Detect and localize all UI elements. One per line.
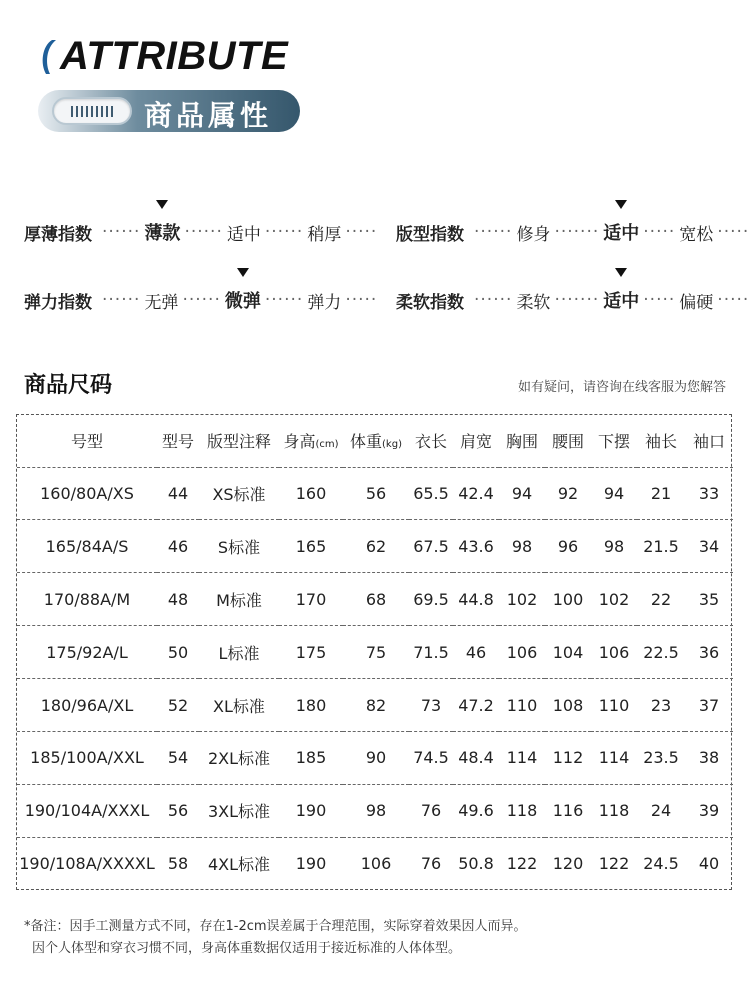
index-option: 弹力 [307,292,342,313]
table-cell: 180 [279,679,343,732]
table-cell: 160/80A/XS [17,467,157,520]
table-cell: 112 [545,731,591,784]
table-cell: 118 [591,784,637,837]
table-cell: 37 [685,679,733,732]
table-cell: 96 [545,520,591,573]
index-fit: 版型指数 ······ 修身 ······· 适中 ····· 宽松 ····· [396,219,750,245]
size-table [16,414,732,890]
table-cell: 56 [343,467,409,520]
index-option: 适中 [226,224,261,245]
index-elasticity: 弹力指数 ······ 无弹 ······ 微弹 ······ 弹力 ····· [24,287,381,313]
index-option-selected: 微弹 [225,287,261,313]
table-cell: 68 [343,573,409,626]
footnote-line: 因个人体型和穿衣习惯不同，身高体重数据仅适用于接近标准的人体体型。 [32,941,462,956]
table-cell: 175/92A/L [17,626,157,679]
table-cell: 50.8 [458,854,494,874]
table-cell: 38 [685,731,733,784]
table-cell: 52 [157,679,199,732]
table-cell: 190 [295,854,327,874]
table-cell: 118 [499,784,545,837]
table-cell: 40 [698,854,720,874]
table-cell: 185/100A/XXL [17,731,157,784]
table-row [17,731,733,784]
table-cell: 106 [591,626,637,679]
table-cell: 102 [591,573,637,626]
table-row [17,679,733,732]
triangle-down-icon [156,200,168,209]
table-cell: 21.5 [637,520,685,573]
index-option: 偏硬 [679,292,714,313]
table-cell: S标准 [199,520,279,573]
column-header: 胸围 [499,415,545,467]
index-option: 修身 [516,224,551,245]
table-cell: 33 [685,467,733,520]
table-cell: 185 [279,731,343,784]
table-cell: 22.5 [637,626,685,679]
footnote-line: *备注：因手工测量方式不同，存在1-2cm误差属于合理范围，实际穿着效果因人而异。 [24,919,527,934]
table-cell: 2XL标准 [199,731,279,784]
table-cell: M标准 [199,573,279,626]
table-cell: 108 [545,679,591,732]
table-cell: 106 [360,854,392,874]
table-cell: 44 [157,467,199,520]
table-cell: 114 [499,731,545,784]
brand-header [36,34,326,84]
table-cell: 23.5 [637,731,685,784]
toggle-icon [52,97,132,125]
index-name: 柔软指数 [396,292,464,313]
table-cell: 69.5 [409,573,453,626]
table-cell: 49.6 [453,784,499,837]
table-cell: 190/108A/XXXXL [19,854,155,874]
table-cell: 35 [685,573,733,626]
table-cell: 82 [343,679,409,732]
size-title: 商品尺码 [24,373,113,398]
table-cell: 4XL标准 [207,855,271,875]
column-header: 腰围 [545,415,591,467]
table-cell: 22 [637,573,685,626]
table-cell: 56 [157,784,199,837]
table-cell: 102 [499,573,545,626]
column-header: 袖口 [685,415,733,467]
table-cell: 47.2 [453,679,499,732]
table-cell: 170/88A/M [17,573,157,626]
table-cell: 114 [591,731,637,784]
brand-title: ATTRIBUTE [60,34,289,78]
column-header: 身高(cm) [279,415,343,467]
table-cell: 98 [499,520,545,573]
table-cell: 165 [279,520,343,573]
table-cell: 23 [637,679,685,732]
table-cell: 175 [279,626,343,679]
table-cell: 24.5 [643,854,679,874]
index-name: 版型指数 [396,224,464,245]
index-option: 宽松 [679,224,714,245]
table-cell: 42.4 [453,467,499,520]
column-header: 体重(kg) [343,415,409,467]
table-cell: 34 [685,520,733,573]
column-header: 版型注释 [199,415,279,467]
triangle-down-icon [615,200,627,209]
table-cell: 76 [420,854,442,874]
table-cell: 180/96A/XL [17,679,157,732]
table-cell: 24 [637,784,685,837]
column-header: 衣长 [409,415,453,467]
table-cell: 92 [545,467,591,520]
table-cell: 46 [453,626,499,679]
index-thickness: 厚薄指数 ······ 薄款 ······ 适中 ······ 稍厚 ····· [24,219,381,245]
table-cell: 54 [157,731,199,784]
table-cell: 98 [591,520,637,573]
table-cell: 100 [545,573,591,626]
table-row [17,784,733,837]
slash-mark-icon [36,38,58,76]
table-cell: 122 [506,854,538,874]
table-cell: 36 [685,626,733,679]
table-cell: 94 [591,467,637,520]
index-name: 弹力指数 [24,292,92,313]
table-cell: 98 [343,784,409,837]
table-cell: 120 [552,854,584,874]
triangle-down-icon [615,268,627,277]
triangle-down-icon [237,268,249,277]
table-cell: 48.4 [453,731,499,784]
table-cell: 73 [409,679,453,732]
table-cell: 190 [279,784,343,837]
table-row [17,520,733,573]
table-cell: 90 [343,731,409,784]
table-cell: 62 [343,520,409,573]
table-cell: 160 [279,467,343,520]
index-option: 柔软 [516,292,551,313]
table-header-row [17,415,733,467]
table-cell: 110 [591,679,637,732]
table-cell: 74.5 [409,731,453,784]
table-cell: 58 [167,854,189,874]
table-row [17,626,733,679]
table-cell: XS标准 [199,467,279,520]
attribute-badge [38,90,300,132]
table-cell: 65.5 [409,467,453,520]
column-header: 下摆 [591,415,637,467]
table-cell: 67.5 [409,520,453,573]
index-name: 厚薄指数 [24,224,92,245]
index-option-selected: 适中 [603,287,639,313]
table-cell: XL标准 [199,679,279,732]
table-cell: 104 [545,626,591,679]
table-cell: 110 [499,679,545,732]
index-option: 稍厚 [307,224,342,245]
column-header: 号型 [17,415,157,467]
table-cell: 48 [157,573,199,626]
index-softness: 柔软指数 ······ 柔软 ······· 适中 ····· 偏硬 ····· [396,287,750,313]
table-cell: 165/84A/S [17,520,157,573]
table-cell: 76 [409,784,453,837]
table-row [17,573,733,626]
table-cell: 44.8 [453,573,499,626]
table-cell: 71.5 [409,626,453,679]
footnote [24,916,527,960]
table-cell: 116 [545,784,591,837]
column-header: 型号 [157,415,199,467]
index-option-selected: 适中 [603,219,639,245]
table-cell: 190/104A/XXXL [17,784,157,837]
size-note: 如有疑问，请咨询在线客服为您解答 [517,380,726,395]
table-cell: 21 [637,467,685,520]
table-cell: 46 [157,520,199,573]
table-cell: 122 [598,854,630,874]
badge-label: 商品属性 [144,99,273,132]
table-cell: 94 [499,467,545,520]
table-cell: L标准 [199,626,279,679]
table-cell: 170 [279,573,343,626]
table-cell: 50 [157,626,199,679]
index-option-selected: 薄款 [144,219,180,245]
table-row [17,837,733,890]
index-option: 无弹 [144,292,179,313]
table-cell: 43.6 [453,520,499,573]
table-cell: 3XL标准 [199,784,279,837]
table-cell: 106 [499,626,545,679]
column-header: 袖长 [637,415,685,467]
table-cell: 75 [343,626,409,679]
table-cell: 39 [685,784,733,837]
table-row [17,467,733,520]
column-header: 肩宽 [453,415,499,467]
